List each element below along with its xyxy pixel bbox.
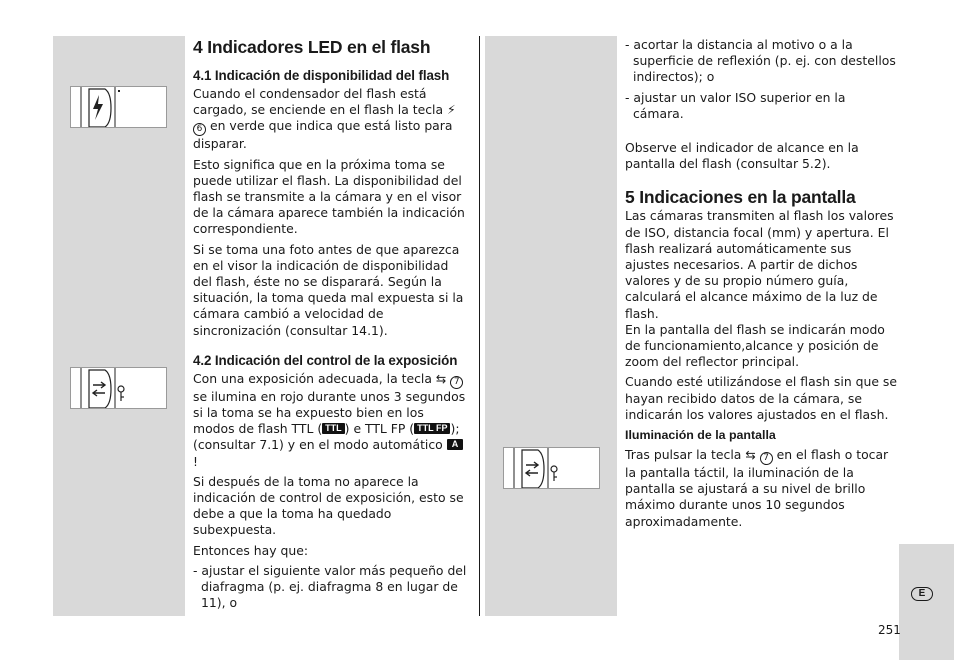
section-4-1-heading: 4.1 Indicación de disponibilidad del flash bbox=[193, 68, 450, 83]
bullet-distance: - acortar la distancia al motivo o a la superficie de reflexión (p. ej. con destellos indirectos); o bbox=[625, 37, 896, 85]
paragraph-no-camera-data: Cuando esté utilizándose el flash sin que se hayan recibido datos de la cámara, se indicarán los valores ajustados en el flash. bbox=[625, 374, 897, 422]
swap-arrows-icon: ⇆ bbox=[435, 370, 447, 386]
auto-mode-badge: A bbox=[447, 439, 464, 450]
exposure-control-illustration bbox=[70, 367, 167, 409]
exposure-control-button-icon bbox=[71, 368, 167, 409]
middle-sidebar-band bbox=[485, 36, 617, 616]
section-4-heading: 4 Indicadores LED en el flash bbox=[193, 37, 431, 57]
callout-number-7-b: 7 bbox=[760, 452, 773, 465]
left-text-column bbox=[193, 37, 468, 611]
section-4-2-heading: 4.2 Indicación del control de la exposición bbox=[193, 352, 458, 368]
section-5-heading: 5 Indicaciones en la pantalla bbox=[625, 187, 856, 208]
display-light-illustration bbox=[503, 447, 600, 489]
paragraph-illumination: Tras pulsar la tecla ⇆ 7 en el flash o tocar la pantalla táctil, la iluminación de la pantalla se ajustará a su nivel de brillo máximo durante unos 10 segundos aproximadamente. bbox=[625, 447, 889, 529]
paragraph-early-shot: Si se toma una foto antes de que aparezca en el visor la indicación de disponibilidad del flash, éste no se disparará. Según la situación, la toma queda mal expuesta si la cámara cambió a velocidad de sincronización (consultar 14.1). bbox=[193, 241, 464, 338]
page-number: 251 bbox=[878, 623, 901, 637]
paragraph-camera-transmit: Las cámaras transmiten al flash los valores de ISO, distancia focal (mm) y apertura. El flash realizará automáticamente sus ajustes necesarios. A partir de dichos valores y de su propio número guía, calculará el alcance máximo de la luz de flash. bbox=[625, 208, 894, 321]
paragraph-availability: Esto significa que en la próxima toma se puede utilizar el flash. La disponibilidad del flash se transmite a la cámara y en el visor de la cámara aparece también la indicación correspondiente. bbox=[193, 156, 465, 237]
right-tab-band bbox=[899, 544, 954, 660]
bullet-iso: - ajustar un valor ISO superior en la cámara. bbox=[625, 89, 846, 121]
right-text-column bbox=[625, 37, 897, 530]
paragraph-range-indicator: Observe el indicador de alcance en la pantalla del flash (consultar 5.2). bbox=[625, 140, 859, 172]
paragraph-underexposed: Si después de la toma no aparece la indicación de control de exposición, esto se debe a que la toma ha quedado subexpuesta. bbox=[193, 473, 464, 538]
paragraph-exposure-ok: Con una exposición adecuada, la tecla ⇆ 7 se ilumina en rojo durante unos 3 segundos si la toma se ha expuesto bien en los modos de flash TTL ( TTL ) e TTL FP ( TTL FP ); (consultar 7.1) y en el modo automático A ! bbox=[193, 370, 466, 469]
callout-number-7: 7 bbox=[450, 376, 463, 389]
callout-number-6: 6 bbox=[193, 123, 206, 136]
ttl-fp-badge: TTL FP bbox=[414, 423, 450, 434]
column-divider bbox=[479, 36, 480, 616]
ttl-badge: TTL bbox=[322, 423, 345, 434]
paragraph-flash-ready: Cuando el condensador del flash está cargado, se enciende en el flash la tecla ⚡ 6 en verde que indica que está listo para disparar. bbox=[193, 86, 456, 152]
flash-ready-illustration bbox=[70, 86, 167, 128]
bullet-aperture: - ajustar el siguiente valor más pequeño del diafragma (p. ej. diafragma 8 en lugar de 11), o bbox=[193, 562, 467, 611]
display-illumination-heading: Iluminación de la pantalla bbox=[625, 428, 776, 443]
paragraph-then: Entonces hay que: bbox=[193, 542, 309, 558]
paragraph-display-shows: En la pantalla del flash se indicarán modo de funcionamiento,alcance y posición de zoom del reflector principal. bbox=[625, 321, 885, 370]
display-light-button-icon bbox=[504, 448, 600, 489]
lightning-icon: ⚡ bbox=[447, 102, 456, 118]
language-badge: E bbox=[911, 587, 933, 601]
flash-ready-button-icon bbox=[71, 87, 167, 128]
swap-arrows-icon-2: ⇆ bbox=[745, 447, 756, 463]
